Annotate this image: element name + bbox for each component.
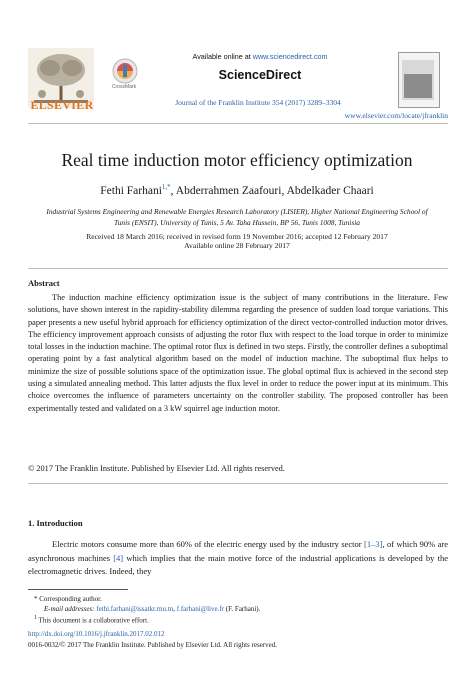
email-label: E-mail addresses: — [44, 605, 97, 613]
coauthor-names: , Abderrahmen Zaafouri, Abdelkader Chaari — [170, 184, 374, 197]
copyright-notice: © 2017 The Franklin Institute. Published by Elsevier Ltd. All rights reserved. — [28, 464, 285, 473]
available-prefix: Available online at — [192, 52, 253, 61]
sciencedirect-wordmark: ScienceDirect — [218, 68, 302, 82]
footnote-divider — [28, 589, 128, 590]
sciencedirect-link[interactable]: www.sciencedirect.com — [252, 52, 328, 61]
abstract-top-divider — [28, 268, 448, 269]
footnote-mark: * — [34, 595, 38, 603]
citation-link[interactable]: [1–3] — [364, 539, 383, 549]
available-online-line — [160, 52, 360, 61]
article-title: Real time induction motor efficiency optimization — [61, 150, 413, 170]
received-dates: Received 18 March 2016; received in revised form 19 November 2016; accepted 12 February 2017 — [86, 232, 388, 241]
doi-link[interactable]: http://dx.doi.org/10.1016/j.jfranklin.2017.02.012 — [28, 630, 165, 638]
header-divider — [28, 123, 448, 124]
available-online-date: Available online 28 February 2017 — [184, 241, 290, 250]
footnote-collaborative — [34, 615, 149, 624]
footnote-corresponding-author — [34, 595, 102, 603]
footnote-text: This document is a collaborative effort. — [38, 616, 149, 625]
journal-citation-link[interactable]: Journal of the Franklin Institute 354 (2017) 3289–3304 — [175, 98, 341, 107]
issn-copyright-line: 0016-0032/© 2017 The Franklin Institute. Published by Elsevier Ltd. All rights reserved. — [28, 641, 277, 649]
crossmark-icon[interactable] — [112, 58, 138, 84]
introduction-paragraph — [28, 538, 448, 579]
author-footnote-marks[interactable]: 1,* — [161, 183, 171, 191]
intro-text: which implies that the main motive force of the industrial applications is developed by the electromagnetic drives. Indeed, they — [28, 552, 449, 576]
abstract-bottom-divider — [28, 483, 448, 484]
author-name: Fethi Farhani — [100, 184, 162, 197]
citation-link[interactable]: [4] — [113, 552, 124, 563]
footnote-text: Corresponding author. — [39, 595, 102, 603]
abstract-text: The induction machine efficiency optimization issue is the subject of many contributions in the literature. Few solutions, have shown interest in the rapidity-stability dilemma regarding the presence of sudden load torque variations. This paper presents a new useful hybrid approach for efficiency optimization of the direct vector-controlled induction motor drives. The efficiency improvement approach consists of adjusting the rotor flux with respect to the load torque in order to minimize total losses in the induction machine. The optimal rotor flux is defined in two steps. Firstly, the controller defines a suboptimal operating point by a fast analytical algorithm based on the model of induction machine. The suboptimal flux helps to minimize the size of possible solutions space of the optimization issue. The global optimal flux is achieved in the second step using a simulated annealing method. This latter adjusts the flux level in order to reduce the power input at its minimum. This choice overcomes the influence of parameters uncertainty on the controller stability. The proposed controller has been experimentally tested and validated on a 3 kW squirrel age induction motor. — [28, 293, 448, 413]
intro-text: Electric motors consume more than 60% of the electric energy used by the industry sector — [52, 539, 365, 549]
elsevier-wordmark: ELSEVIER — [30, 98, 94, 112]
email-link[interactable]: f.farhani@live.fr — [176, 605, 225, 613]
journal-cover-photo — [404, 74, 432, 98]
journal-homepage-link[interactable]: www.elsevier.com/locate/jfranklin — [344, 111, 448, 120]
email-suffix: (F. Farhani). — [224, 605, 261, 613]
intro-text: , of which 90% are asynchronous machines — [28, 539, 448, 563]
author-affiliation: Industrial Systems Engineering and Renewable Energies Research Laboratory (LISIER), Higher National Engineering School of Tunis (ENSIT), University of Tunis, 5 Av. Taha Hussein, BP 56, Tunis 1008, Tunisia — [46, 207, 428, 227]
footnote-mark: 1 — [34, 615, 37, 621]
abstract-heading: Abstract — [28, 278, 60, 288]
crossmark-label: CrossMark — [111, 84, 137, 90]
email-link[interactable]: fethi.farhani@issatkr.rnu.tn — [96, 605, 174, 613]
email-separator: , — [173, 605, 177, 613]
author-list — [20, 183, 454, 197]
section-heading-introduction: 1. Introduction — [28, 518, 83, 528]
footnote-emails — [34, 605, 260, 613]
